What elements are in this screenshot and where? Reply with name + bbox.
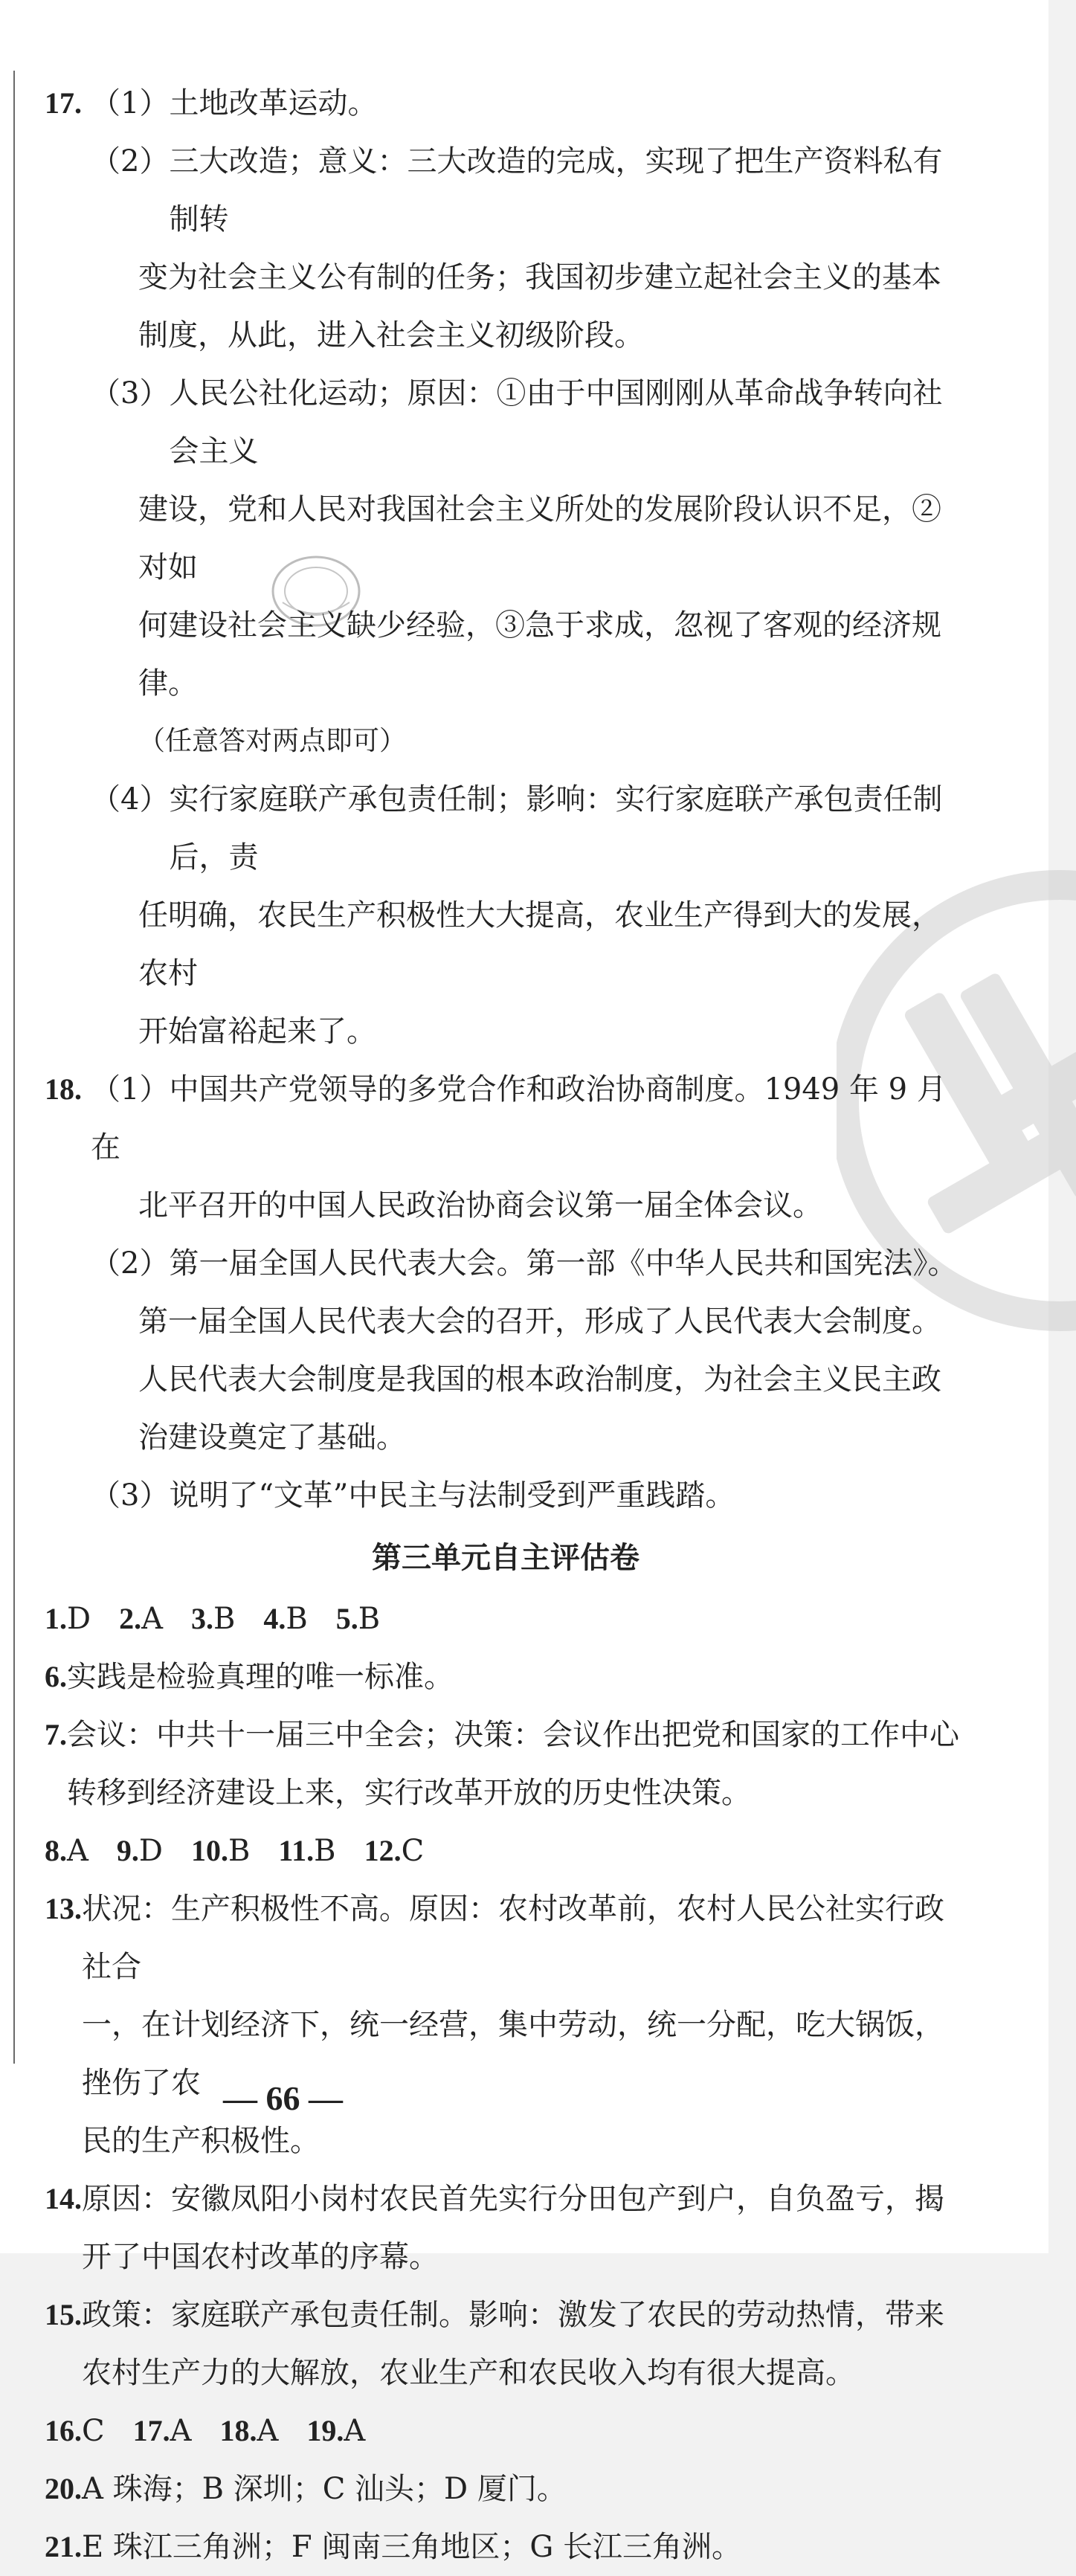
question-15 [45,2286,967,2344]
subquestion-number: （4） [91,782,170,817]
question-21 [45,2518,967,2576]
mc-answer: 10.B [190,1834,251,1868]
subquestion-number: （2） [91,144,170,178]
question-number: 20. [45,2472,82,2505]
multiple-choice-8-12 [45,1822,967,1880]
mc-answer: 16.C [45,2414,105,2448]
question-13 [45,1880,967,1996]
mc-answer: 4.B [263,1602,308,1636]
answer-line: 北平召开的中国人民政治协商会议第一届全体会议。 [138,1188,822,1223]
answer-line: 第一届全国人民代表大会。第一部《中华人民共和国宪法》。 [169,1246,958,1281]
question-number: 21. [45,2530,82,2563]
question-20 [45,2460,967,2518]
mc-answer: 5.B [335,1602,381,1636]
answer-line: 原因：安徽凤阳小岗村农民首先实行分田包产到户，自负盈亏，揭 [82,2182,944,2216]
mc-answer: 19.A [306,2414,366,2448]
question-number: 15. [45,2298,82,2331]
question-6 [45,1648,967,1706]
multiple-choice-1-5 [45,1590,967,1648]
subquestion-number: （2） [91,1246,170,1281]
answer-note: （任意答对两点即可） [138,726,407,756]
answer-18-2 [45,1234,967,1466]
question-14 [45,2170,967,2228]
answer-17-4 [45,770,967,1060]
answer-17-3 [45,364,967,770]
multiple-choice-16-19 [45,2402,967,2460]
question-7 [45,1706,967,1764]
mc-answer: 1.D [45,1602,91,1636]
question-number: 18. [45,1072,82,1106]
mc-answer: 12.C [364,1834,425,1868]
answer-line: 人民代表大会制度是我国的根本政治制度，为社会主义民主政 [138,1362,941,1397]
question-number: 7. [45,1718,67,1751]
question-number: 17. [45,86,82,120]
answer-line: A 珠海；B 深圳；C 汕头；D 厦门。 [82,2472,567,2506]
answer-18-1 [91,1060,967,1176]
answer-line: 实践是检验真理的唯一标准。 [67,1660,454,1694]
subquestion-number: （1） [91,1072,170,1107]
answer-line: 建设，党和人民对我国社会主义所处的发展阶段认识不足，②对如 [138,492,941,585]
mc-answer: 9.D [116,1834,163,1868]
question-number: 6. [45,1660,67,1693]
answer-17-1: （1）土地改革运动。 [91,86,378,120]
answer-line: 变为社会主义公有制的任务；我国初步建立起社会主义的基本 [138,260,941,294]
answer-line: 实行家庭联产承包责任制；影响：实行家庭联产承包责任制后，责 [169,782,943,875]
answer-line: 开始富裕起来了。 [138,1014,376,1049]
question-18 [45,1060,967,1176]
answer-content [45,74,967,2576]
subquestion-number: （3） [91,376,170,410]
question-number: 13. [45,1892,82,1925]
answer-line: 政策：家庭联产承包责任制。影响：激发了农民的劳动热情，带来 [82,2298,944,2332]
answer-line: 制度，从此，进入社会主义初级阶段。 [138,318,644,352]
mc-answer: 11.B [278,1834,336,1868]
answer-line: 开了中国农村改革的序幕。 [82,2240,439,2274]
answer-line: 人民公社化运动；原因：①由于中国刚刚从革命战争转向社会主义 [169,376,943,468]
question-17 [45,74,967,132]
mc-answer: 17.A [132,2414,192,2448]
answer-line: 中国共产党领导的多党合作和政治协商制度。1949 年 9 月在 [91,1072,947,1165]
page-number: — 66 — [223,2079,343,2117]
answer-line: E 珠江三角洲；F 闽南三角地区；G 长江三角洲。 [82,2530,742,2564]
answer-18-3: （3）说明了“文革”中民主与法制受到严重践踏。 [91,1478,735,1513]
answer-line: 会议：中共十一届三中全会；决策：会议作出把党和国家的工作中心 [67,1718,959,1752]
margin-rule [13,71,15,2064]
answer-line: 农村生产力的大解放，农业生产和农民收入均有很大提高。 [82,2356,855,2390]
answer-line: 三大改造；意义：三大改造的完成，实现了把生产资料私有制转 [169,144,943,236]
mc-answer: 3.B [190,1602,236,1636]
answer-line: 状况：生产积极性不高。原因：农村改革前，农村人民公社实行政社合 [82,1892,944,1984]
answer-line: 第一届全国人民代表大会的召开，形成了人民代表大会制度。 [138,1304,941,1339]
answer-17-2 [45,132,967,364]
question-number: 14. [45,2182,82,2215]
answer-line: 任明确，农民生产积极性大大提高，农业生产得到大的发展，农村 [138,898,941,991]
answer-line: 转移到经济建设上来，实行改革开放的历史性决策。 [67,1776,751,1810]
answer-line: 民的生产积极性。 [82,2124,320,2158]
answer-line: 何建设社会主义缺少经验，③急于求成，忽视了客观的经济规律。 [138,608,941,701]
answer-line: 治建设奠定了基础。 [138,1420,406,1455]
mc-answer: 18.A [219,2414,279,2448]
section-title: 第三单元自主评估卷 [372,1541,640,1575]
answer-line: 一，在计划经济下，统一经营，集中劳动，统一分配，吃大锅饭，挫伤了农 [82,2008,944,2100]
mc-answer: 2.A [119,1602,163,1636]
mc-answer: 8.A [45,1834,88,1868]
